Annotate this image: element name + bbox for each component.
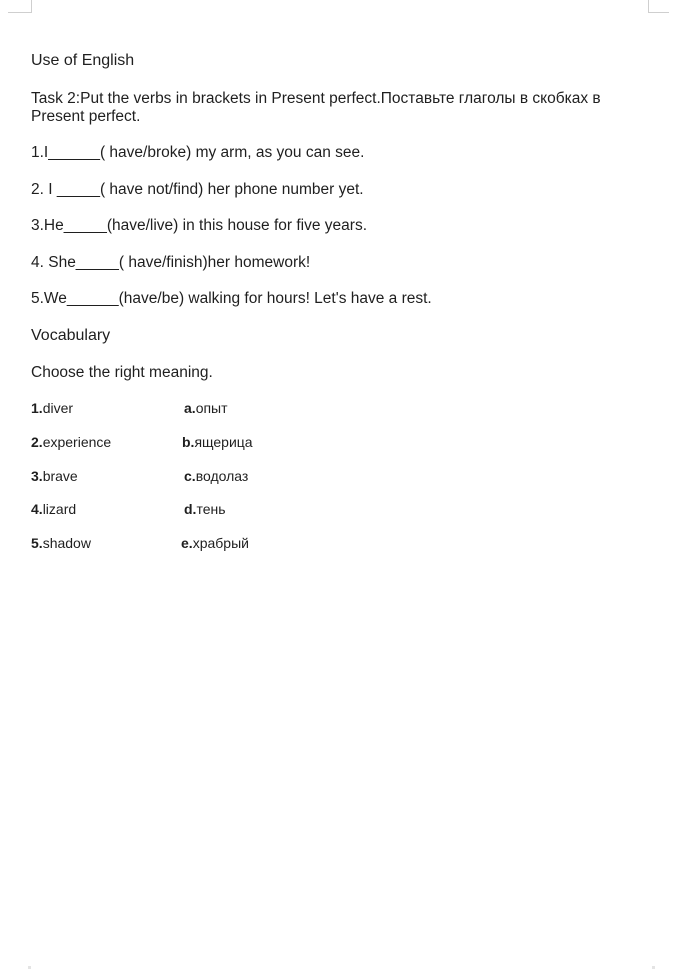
vocab-meaning-text: тень [196,501,226,517]
vocab-meaning-text: опыт [195,400,228,416]
vocab-word-number: 5. [31,535,43,551]
task-instruction-text: Put the verbs in brackets in Present perfect.Поставьте глаголы в скобках в Present perfect. [31,90,601,125]
vocab-word-4 [31,501,76,518]
vocab-word-3 [31,468,78,485]
vocab-word-number: 3. [31,468,43,484]
task-instruction [31,90,651,126]
crop-mark-top-right [648,0,669,13]
vocab-meaning-d [184,501,226,518]
vocab-meaning-text: храбрый [192,535,249,551]
vocab-meaning-letter: b. [182,434,195,450]
vocab-word-number: 4. [31,501,43,517]
vocab-word-1 [31,400,73,417]
vocab-meaning-letter: a. [184,400,196,416]
vocab-word-text: diver [42,400,74,416]
crop-mark-bottom-right [652,966,655,969]
vocab-word-text: shadow [42,535,91,551]
vocab-meaning-letter: d. [184,501,197,517]
vocab-meaning-letter: e. [181,535,193,551]
vocab-word-5 [31,535,91,552]
vocab-meaning-letter: c. [184,468,196,484]
crop-mark-bottom-left [28,966,31,969]
vocab-meaning-e [181,535,249,552]
document-title: Use of English [31,52,135,69]
vocab-word-text: experience [42,434,112,450]
vocab-meaning-b [182,434,253,451]
vocab-word-number: 1. [31,400,43,416]
vocab-meaning-text: ящерица [194,434,253,450]
exercise-item-4: 4. She_____( have/finish)her homework! [31,254,311,271]
vocab-meaning-a [184,400,228,417]
vocab-word-number: 2. [31,434,43,450]
exercise-item-1: 1.I______( have/broke) my arm, as you can see. [31,144,365,161]
vocabulary-heading: Vocabulary [31,327,111,344]
exercise-item-5: 5.We______(have/be) walking for hours! Let's have a rest. [31,290,432,307]
vocab-word-text: lizard [42,501,77,517]
vocab-word-2 [31,434,111,451]
vocab-meaning-text: водолаз [195,468,249,484]
crop-mark-top-left [8,0,32,13]
vocab-word-text: brave [42,468,78,484]
task-label: Task 2: [31,90,81,107]
exercise-item-2: 2. I _____( have not/find) her phone number yet. [31,181,364,198]
exercise-item-3: 3.He_____(have/live) in this house for five years. [31,217,368,234]
vocabulary-instruction: Choose the right meaning. [31,364,213,381]
vocab-meaning-c [184,468,248,485]
